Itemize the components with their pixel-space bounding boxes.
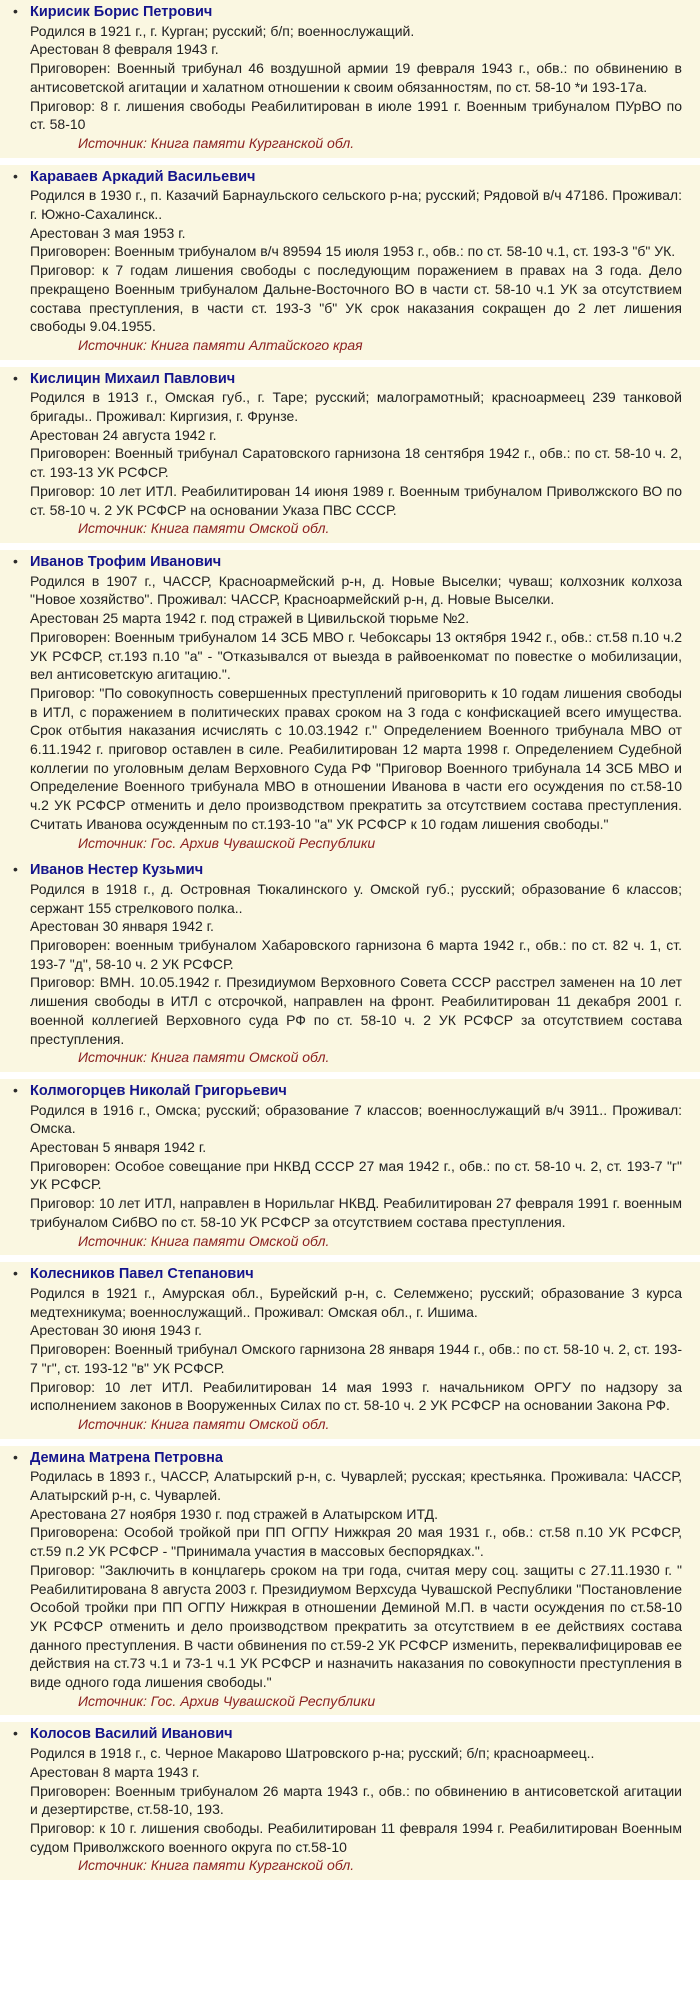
- entry: [13, 861, 682, 1067]
- entry-paragraph: Приговорен: военным трибуналом Хабаровского гарнизона 6 марта 1942 г., обв.: по ст. 82 ч. 1, ст. 193-7 "д", 58-10 ч. 2 УК РСФСР.: [30, 937, 682, 972]
- entry-paragraph: Приговор: 10 лет ИТЛ, направлен в Норильлаг НКВД. Реабилитирован 27 февраля 1991 г. военным трибуналом СибВО по ст. 58-10 УК РСФСР за отсутствием состава преступления.: [30, 1195, 682, 1230]
- entry-paragraph: Приговор: к 10 г. лишения свободы. Реабилитирован 11 февраля 1994 г. Реабилитирован Военным судом Приволжского военного округа по ст.58-10: [30, 1819, 682, 1855]
- entry-paragraph: Приговор: 10 лет ИТЛ. Реабилитирован 14 мая 1993 г. начальником ОРГУ по надзору за исполнением законов в Вооруженных Силах по ст. 58-10 ч. 2 УК РСФСР на основании Закона РФ.: [30, 1378, 682, 1414]
- entry-paragraph: Родился в 1918 г., д. Островная Тюкалинского у. Омской губ.; русский; образование 6 классов; сержант 155 стрелкового полка..: [30, 880, 682, 916]
- entry-block: [0, 550, 700, 1072]
- entry-block: [0, 1722, 700, 1880]
- entry: [13, 1448, 682, 1711]
- entries-list: [0, 168, 700, 355]
- entry-paragraph: Родился в 1913 г., Омская губ., г. Таре; русский; малограмотный; красноармеец 239 танковой бригады.. Проживал: Киргизия, г. Фрунзе.: [30, 389, 682, 425]
- entry-paragraph: Приговор: "Заключить в концлагерь сроком на три года, считая меру соц. защиты с 27.11.1930 г. " Реабилитирована 8 августа 2003 г. Президиумом Верхсуда Чувашской Республики "Постановление Особой тройки при ПП ОГПУ Нижкрая в отношении Деминой М.П. в части осуждения по ст.58-10 УК РСФСР отменить и дело производством прекратить за отсутствием в ее действиях состава данного преступления. В части обвинения по ст.59-2 УК РСФСР изменить, переквалифицировав ее действия на ст.73 ч.1 и 73-1 ч.1 УК РСФСР и назначить наказания по совокупности преступления в виде одного года лишения свободы.": [30, 1561, 682, 1691]
- entry-source: Источник: Книга памяти Омской обл.: [78, 1415, 330, 1432]
- entry-paragraph: Родился в 1921 г., г. Курган; русский; б/п; военнослужащий.: [30, 22, 415, 39]
- entry-paragraph: Приговорен: Военным трибуналом в/ч 89594 15 июля 1953 г., обв.: по ст. 58-10 ч.1, ст. 193-3 "б" УК.: [30, 243, 676, 260]
- entry-source: Источник: Книга памяти Омской обл.: [78, 1049, 330, 1066]
- entry-paragraph: Родился в 1921 г., Амурская обл., Бурейский р-н, с. Селемжено; русский; образование 3 курса медтехникума; военнослужащий.. Проживал: Омская обл., г. Ишима.: [30, 1285, 682, 1320]
- entry-block: [0, 165, 700, 360]
- bullet-icon: •: [13, 1265, 18, 1282]
- entry: [13, 167, 682, 355]
- entry-name: Кислицин Михаил Павлович: [30, 370, 236, 387]
- entry: [13, 3, 682, 153]
- entry-block: [0, 0, 700, 158]
- entries-list: [0, 1725, 700, 1875]
- entries-list: [0, 1265, 700, 1433]
- entry-paragraph: Приговорен: Военным трибуналом 26 марта 1943 г., обв.: по обвинению в антисоветской агитации и дезертирстве, ст.58-10, 193.: [30, 1782, 682, 1818]
- entry-paragraph: Арестован 5 января 1942 г.: [30, 1139, 207, 1156]
- entry-paragraph: Приговорен: Военный трибунал 46 воздушной армии 19 февраля 1943 г., обв.: по обвинению в антисоветской агитации и халатном отношении к своим обязанностям, по ст. 58-10 *и 193-17а.: [30, 60, 682, 95]
- entry-paragraph: Приговорен: Военным трибуналом 14 ЗСБ МВО г. Чебоксары 13 октября 1942 г., обв.: ст.58 п.10 ч.2 УК РСФСР, ст.193 п.10 "а" - "Отказывался от выезда в райвоенкомат по повестке о мобилизации, вел антисоветскую агитацию.".: [30, 628, 682, 683]
- entry-block: [0, 367, 700, 543]
- bullet-icon: •: [13, 861, 18, 878]
- entry-paragraph: Приговорен: Особое совещание при НКВД СССР 27 мая 1942 г., обв.: по ст. 58-10 ч. 2, ст. 193-7 "г" УК РСФСР.: [30, 1157, 682, 1193]
- bullet-icon: •: [13, 3, 18, 19]
- entry-paragraph: Приговор: ВМН. 10.05.1942 г. Президиумом Верховного Совета СССР расстрел заменен на 10 лет лишения свободы в ИТЛ с отсрочкой, направлен на фронт. Реабилитирован 11 декабря 2001 г. военной коллегией Верховного суда РФ по ст. 58-10 ч. 2 УК РСФСР за отсутствием состава преступления.: [30, 974, 682, 1047]
- entry-source: Источник: Книга памяти Омской обл.: [78, 520, 330, 537]
- entries-list: [0, 553, 700, 1067]
- entry: [13, 552, 682, 852]
- entry-paragraph: Родился в 1918 г., с. Черное Макарово Шатровского р-на; русский; б/п; красноармеец..: [30, 1745, 595, 1762]
- entry-paragraph: Родился в 1930 г., п. Казачий Барнаульского сельского р-на; русский; Рядовой в/ч 47186. Проживал: г. Южно-Сахалинск..: [30, 187, 682, 223]
- entry-name: Караваев Аркадий Васильевич: [30, 168, 256, 185]
- entry-paragraph: Приговорена: Особой тройкой при ПП ОГПУ Нижкрая 20 мая 1931 г., обв.: ст.58 п.10 УК РСФСР, ст.59 п.2 УК РСФСР - "Принимала участия в массовых беспорядках.".: [30, 1524, 682, 1560]
- entry-paragraph: Арестован 8 февраля 1943 г.: [30, 41, 219, 58]
- bullet-icon: •: [13, 1448, 18, 1465]
- entry: [13, 369, 682, 538]
- entry-block: [0, 1262, 700, 1438]
- entry-name: Колесников Павел Степанович: [30, 1266, 254, 1283]
- entry-paragraph: Приговор: 10 лет ИТЛ. Реабилитирован 14 июня 1989 г. Военным трибуналом Приволжского ВО по ст. 58-10 ч. 2 УК РСФСР на основании Указа ПВС СССР.: [30, 482, 682, 518]
- bullet-icon: •: [13, 1081, 18, 1098]
- entries-list: [0, 1082, 700, 1250]
- entry-paragraph: Приговорен: Военный трибунал Омского гарнизона 28 января 1944 г., обв.: по ст. 58-10 ч. 2, ст. 193-7 "г", ст. 193-12 "в" УК РСФСР.: [30, 1341, 682, 1376]
- entry-name: Иванов Нестер Кузьмич: [30, 862, 204, 879]
- bullet-icon: •: [13, 552, 18, 569]
- entry-source: Источник: Книга памяти Алтайского края: [78, 336, 363, 353]
- entry-paragraph: Приговор: 8 г. лишения свободы Реабилитирован в июле 1991 г. Военным трибуналом ПУрВО по ст. 58-10: [30, 97, 682, 133]
- bullet-icon: •: [13, 1725, 18, 1742]
- entry-name: Колмогорцев Николай Григорьевич: [30, 1082, 287, 1099]
- entry-paragraph: Арестован 30 января 1942 г.: [30, 918, 214, 935]
- entries-list: [0, 3, 700, 153]
- entry-paragraph: Арестован 30 июня 1943 г.: [30, 1322, 202, 1339]
- entry-paragraph: Родился в 1916 г., Омска; русский; образование 7 классов; военнослужащий в/ч 3911.. Проживал: Омска.: [30, 1101, 682, 1137]
- entry-source: Источник: Книга памяти Омской обл.: [78, 1232, 330, 1249]
- entry-source: Источник: Гос. Архив Чувашской Республики: [78, 834, 376, 851]
- entry-paragraph: Арестован 25 марта 1942 г. под стражей в Цивильской тюрьме №2.: [30, 610, 470, 627]
- entry-source: Источник: Книга памяти Курганской обл.: [78, 1857, 355, 1874]
- entry-paragraph: Родился в 1907 г., ЧАССР, Красноармейский р-н, д. Новые Выселки; чуваш; колхозник колхоза "Новое хозяйство". Проживал: ЧАССР, Красноармейский р-н, д. Новые Выселки.: [30, 572, 682, 608]
- entry-paragraph: Арестован 8 марта 1943 г.: [30, 1763, 200, 1780]
- entry-source: Источник: Книга памяти Курганской обл.: [78, 134, 355, 151]
- entry-name: Колосов Василий Иванович: [30, 1726, 233, 1743]
- entry-name: Демина Матрена Петровна: [30, 1449, 223, 1466]
- entry: [13, 1265, 682, 1433]
- entry-paragraph: Приговорен: Военный трибунал Саратовского гарнизона 18 сентября 1942 г., обв.: по ст. 58-10 ч. 2, ст. 193-13 УК РСФСР.: [30, 445, 682, 481]
- entry-source: Источник: Гос. Архив Чувашской Республики: [78, 1692, 376, 1709]
- entry-paragraph: Арестована 27 ноября 1930 г. под стражей в Алатырском ИТД.: [30, 1505, 438, 1522]
- entry-paragraph: Родилась в 1893 г., ЧАССР, Алатырский р-н, с. Чуварлей; русская; крестьянка. Проживала: ЧАССР, Алатырский р-н, с. Чуварлей.: [30, 1468, 682, 1504]
- entry-paragraph: Арестован 3 мая 1953 г.: [30, 224, 186, 241]
- entry: [13, 1725, 682, 1875]
- entries-list: [0, 370, 700, 538]
- entry-paragraph: Арестован 24 августа 1942 г.: [30, 426, 217, 443]
- entry-block: [0, 1079, 700, 1255]
- entry: [13, 1081, 682, 1250]
- bullet-icon: •: [13, 167, 18, 184]
- entries-list: [0, 1449, 700, 1711]
- entry-paragraph: Приговор: к 7 годам лишения свободы с последующим поражением в правах на 3 года. Дело прекращено Военным трибуналом Дальне-Восточного ВО в части ст. 58-10 ч.1 УК за отсутствием состава преступления, в части ст. 193-3 "б" УК срок наказания сокращен до 2 лет лишения свободы 9.04.1955.: [30, 262, 682, 335]
- bullet-icon: •: [13, 369, 18, 386]
- entry-name: Кирисик Борис Петрович: [30, 4, 213, 20]
- entry-paragraph: Приговор: "По совокупность совершенных преступлений приговорить к 10 годам лишения свободы в ИТЛ, с поражением в политических правах сроком на 3 года с конфискацией всего имущества. Срок отбытия наказания исчислять с 10.03.1942 г." Определением Военного трибунала МВО от 6.11.1942 г. приговор оставлен в силе. Реабилитирован 12 марта 1998 г. Определением Судебной коллегии по уголовным делам Верховного Суда РФ "Приговор Военного трибунала 14 ЗСБ МВО и Определение Военного трибунала МВО в отношении Иванова в части его осуждения по ст.58-10 ч.2 УК РСФСР отменить и дело производством прекратить за отсутствием состава преступления. Считать Иванова осужденным по ст.193-10 "а" УК РСФСР к 10 годам лишения свободы.": [30, 684, 682, 832]
- entry-name: Иванов Трофим Иванович: [30, 553, 222, 570]
- entry-block: [0, 1446, 700, 1716]
